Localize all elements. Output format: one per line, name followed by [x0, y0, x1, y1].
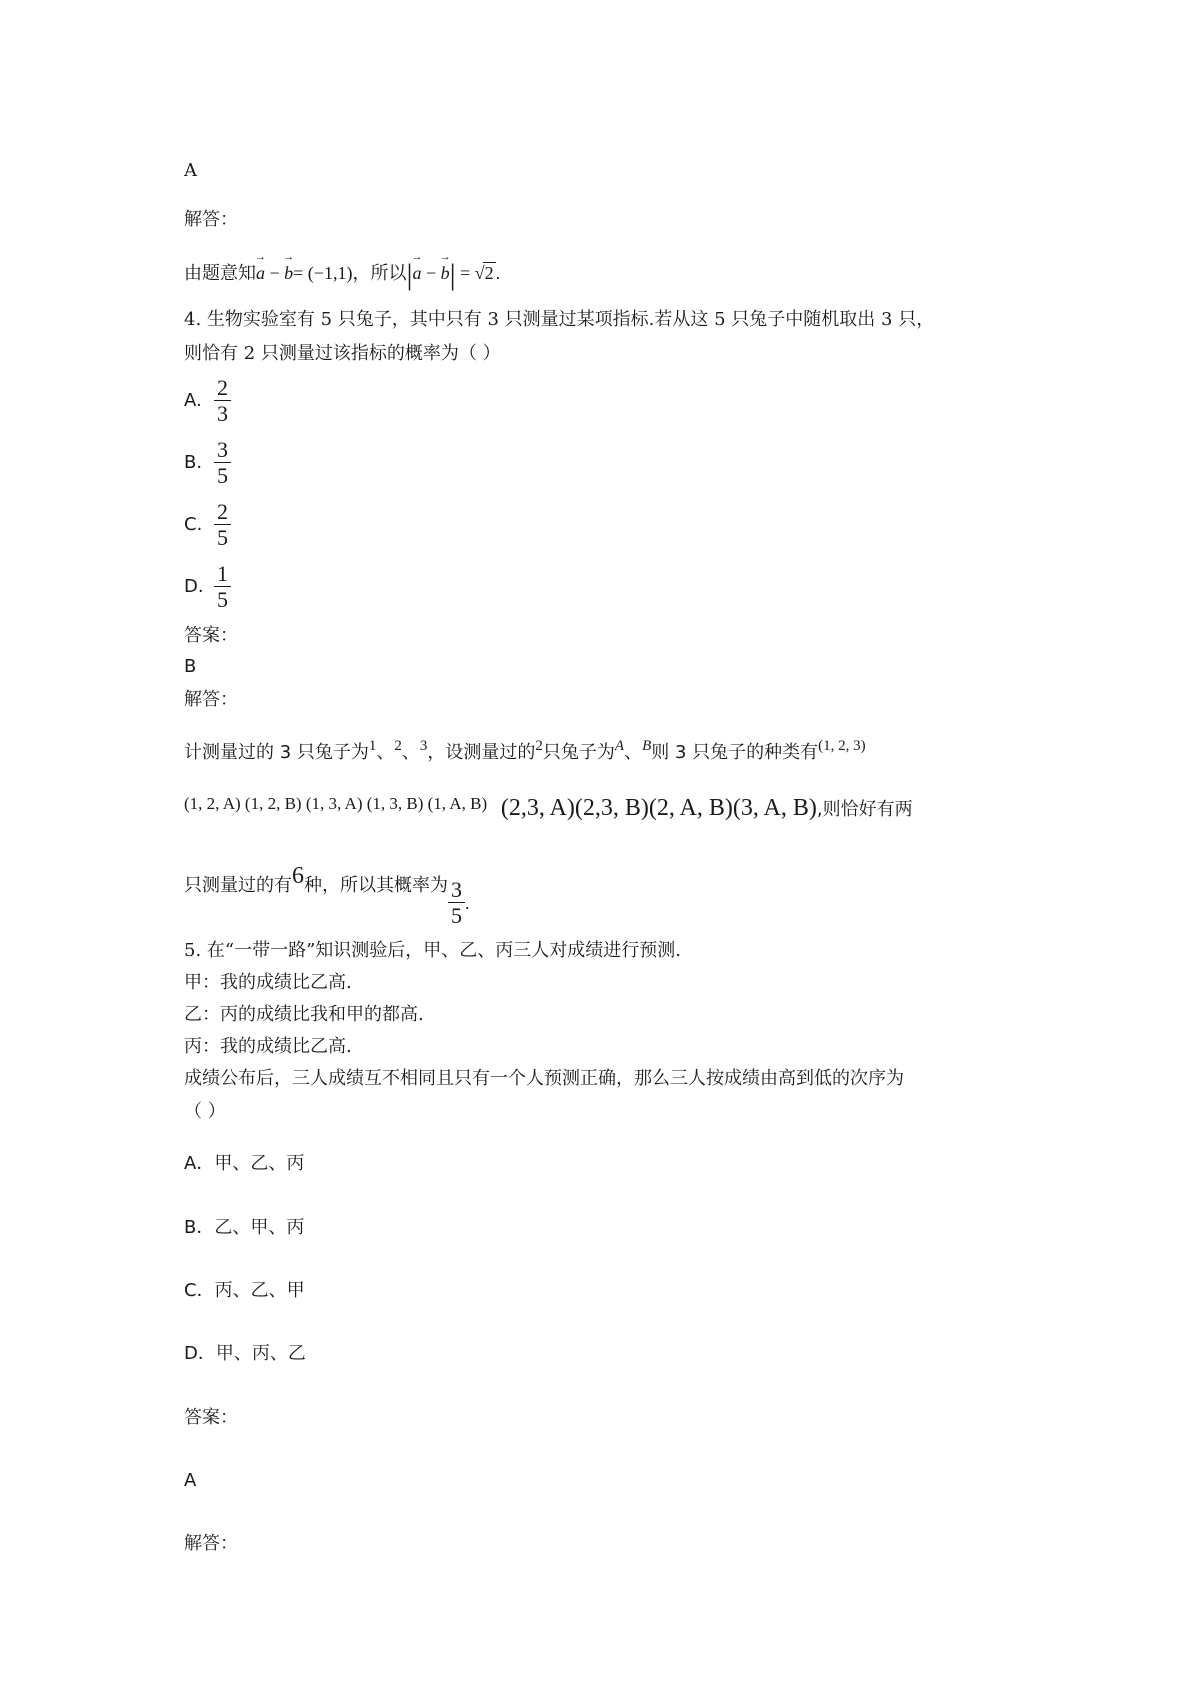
prev-sqrt-value: 2: [484, 263, 494, 283]
q4-option-c: [184, 499, 231, 551]
option-numerator: 2: [214, 375, 231, 401]
q5-option-c: C．丙、乙、甲: [184, 1280, 305, 1301]
q4-solution-line2: (1, 2, A) (1, 2, B) (1, 3, A) (1, 3, B) (1, A, B) (2,3, A)(2,3, B)(2, A, B)(3, A, B),则恰好有两: [184, 794, 913, 821]
q4-solution-line3: 只测量过的有6种，所以其概率为 $\frac{3}{5}$ .: [184, 863, 470, 929]
option-denominator: 3: [217, 401, 228, 427]
q5-answer: A: [184, 1470, 197, 1491]
q5-option-b: B．乙、甲、丙: [184, 1217, 305, 1238]
q5-stem-line4: 丙：我的成绩比乙高.: [184, 1036, 352, 1057]
option-numerator: 2: [214, 499, 231, 525]
combos-small: (1, 2, A) (1, 2, B) (1, 3, A) (1, 3, B) (1, A, B): [184, 794, 488, 813]
q5-stem-line5: 成绩公布后，三人成绩互不相同且只有一个人预测正确，那么三人按成绩由高到低的次序为: [184, 1068, 904, 1089]
option-denominator: 5: [217, 525, 228, 551]
q4-solution-label: 解答：: [184, 689, 238, 710]
option-denominator: 5: [217, 463, 228, 489]
q5-stem-line6: （ ）: [184, 1101, 226, 1122]
option-denominator: 5: [217, 587, 228, 613]
q4-option-b: [184, 437, 231, 489]
q5-solution-label: 解答：: [184, 1533, 238, 1554]
option-label: C.: [184, 514, 203, 536]
q4-solution-line1: 计测量过的 3 只兔子为$^1$、$^2$、$^3$，设测量过的$^2$只兔子为$^A$、$^B$则 3 只兔子的种类有$^{(1, 2, 3)}$: [184, 738, 866, 763]
prev-solution-label: 解答：: [184, 209, 238, 230]
q4-answer-label: 答案：: [184, 625, 238, 646]
q5-answer-label: 答案：: [184, 1407, 238, 1428]
q5-stem-line3: 乙：丙的成绩比我和甲的都高.: [184, 1004, 424, 1025]
prev-answer: A: [184, 160, 197, 181]
q5-stem-line1: 5. 在“一带一路”知识测验后，甲、乙、丙三人对成绩进行预测.: [184, 940, 682, 961]
q4-stem-line1: 4. 生物实验室有 5 只兔子，其中只有 3 只测量过某项指标.若从这 5 只兔子中随机取出 3 只，: [184, 309, 935, 330]
q5-option-d: D．甲、丙、乙: [184, 1343, 306, 1364]
prev-solution-text: 由题意知: [184, 263, 256, 284]
q4-option-d: [184, 561, 231, 613]
prev-solution-line: 由题意知→ a − → b= (−1,1)，所以|→ a − → b| = √2 .: [184, 257, 500, 293]
option-label: A.: [184, 390, 202, 412]
q4-answer: B: [184, 656, 197, 677]
q5-stem-line2: 甲：我的成绩比乙高.: [184, 972, 352, 993]
q4-option-a: [184, 375, 231, 427]
q5-option-a: A．甲、乙、丙: [184, 1153, 305, 1174]
combos-big: (2,3, A)(2,3, B)(2, A, B)(3, A, B): [500, 795, 817, 821]
option-numerator: 1: [214, 561, 231, 587]
option-label: D.: [184, 576, 204, 598]
prev-vec-result: = (−1,1): [293, 263, 353, 283]
q4-stem-line2: 则恰有 2 只测量过该指标的概率为（ ）: [184, 343, 501, 364]
option-label: B.: [184, 452, 203, 474]
prev-solution-text-2: ，所以: [352, 263, 407, 284]
option-numerator: 3: [214, 437, 231, 463]
